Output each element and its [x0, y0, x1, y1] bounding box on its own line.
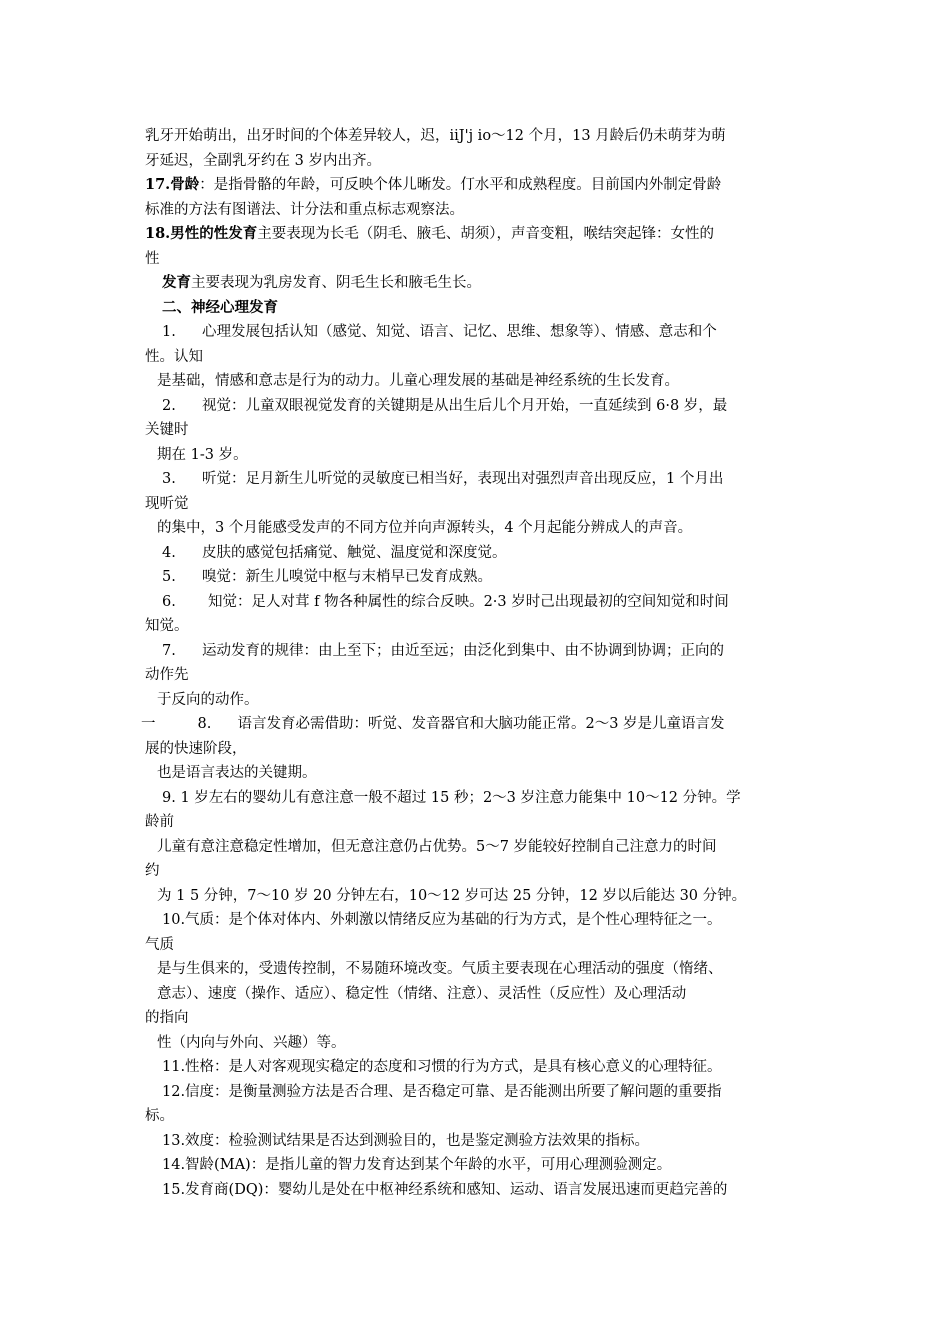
line-text: 性（内向与外向、兴趣）等。: [157, 1034, 346, 1051]
line-text: 知觉。: [145, 618, 189, 634]
list-item: [145, 467, 810, 492]
list-item: [145, 786, 810, 811]
document-body: [141, 124, 810, 1202]
line-text: 是基础，情感和意志是行为的动力。儿童心理发展的基础是神经系统的生长发育。: [157, 373, 679, 389]
term-male-sexual-development: 18.男性的性发育: [145, 225, 258, 242]
text-line: [145, 982, 810, 1007]
list-item: [145, 1129, 810, 1154]
list-item: [141, 712, 810, 737]
list-item: [145, 908, 810, 933]
list-item: [145, 590, 810, 615]
text-line: [145, 271, 810, 296]
line-text: 性: [145, 250, 160, 267]
text-line: [145, 835, 810, 860]
term-development: 发育: [162, 274, 191, 291]
line-text: 心理发展包括认知（感觉、知觉、语言、记忆、思维、想象等）、情感、意志和个: [202, 324, 717, 340]
list-number: 8.: [197, 716, 212, 732]
list-item: [145, 1055, 810, 1080]
text-line: [145, 884, 810, 909]
list-item: [145, 541, 810, 566]
line-text: 13.效度：检验测试结果是否达到测验目的，也是鉴定测验方法效果的指标。: [162, 1132, 650, 1149]
list-number: 2.: [162, 397, 176, 414]
text-line: [145, 492, 810, 517]
line-text: 标准的方法有图谱法、计分法和重点标志观察法。: [145, 201, 464, 218]
line-text: 是与生俱来的，受遗传控制，不易随环境改变。气质主要表现在心理活动的强度（惰绪、: [157, 961, 723, 977]
text-line: [145, 222, 810, 247]
line-text: 儿童有意注意稳定性增加，但无意注意仍占优势。5～7 岁能较好控制自己注意力的时间: [157, 838, 717, 855]
list-number: 1.: [162, 324, 176, 340]
text-line: [145, 957, 810, 982]
section-heading-text: 二、神经心理发育: [162, 298, 278, 316]
list-item: [145, 1153, 810, 1178]
line-text: 期在 1-3 岁。: [157, 446, 248, 463]
line-text: 牙延迟，全副乳牙约在 3 岁内出齐。: [145, 152, 381, 169]
text-line: [145, 418, 810, 443]
line-text: 语言发育必需借助：听觉、发音器官和大脑功能正常。2～3 岁是儿童语言发: [237, 716, 725, 732]
line-text: 11.性格：是人对客观现实稳定的态度和习惯的行为方式，是具有核心意义的心理特征。: [162, 1059, 722, 1075]
line-text: 现听觉: [145, 495, 189, 512]
list-item: [145, 394, 810, 419]
line-text: 龄前: [145, 814, 174, 830]
term-bone-age: 17.骨龄: [145, 176, 200, 193]
list-number: 7.: [162, 642, 176, 659]
list-number: 5.: [162, 569, 176, 585]
text-line: [145, 198, 810, 223]
text-line: [145, 663, 810, 688]
line-text: 10.气质：是个体对体内、外刺激以情绪反应为基础的行为方式，是个性心理特征之一。: [162, 912, 722, 928]
text-line: [145, 859, 810, 884]
line-text: 皮肤的感觉包括痛觉、触觉、温度觉和深度觉。: [202, 544, 507, 561]
line-text: 运动发育的规律：由上至下；由近至远；由泛化到集中、由不协调到协调；正向的: [202, 642, 724, 659]
text-line: [145, 516, 810, 541]
line-text: 约: [145, 863, 160, 879]
line-text: 主要表现为长毛（阴毛、腋毛、胡须），声音变粗，喉结突起锋：女性的: [257, 226, 714, 242]
list-number: 4.: [162, 544, 176, 561]
text-line: [145, 443, 810, 468]
list-item: [145, 1080, 810, 1105]
text-line: [145, 149, 810, 174]
line-text: 的指向: [145, 1010, 189, 1026]
text-line: [145, 737, 810, 762]
line-text: 视觉：儿童双眼视觉发育的关键期是从出生后儿个月开始，一直延续到 6·8 岁，最: [202, 397, 728, 414]
line-text: 的集中，3 个月能感受发声的不同方位并向声源转头，4 个月起能分辨成人的声音。: [157, 520, 693, 536]
text-line: [145, 124, 810, 149]
line-text: 动作先: [145, 667, 189, 683]
line-text: 12.信度：是衡量测验方法是否合理、是否稳定可靠、是否能测出所要了解问题的重要指: [162, 1083, 722, 1100]
line-text: 嗅觉：新生儿嗅觉中枢与末梢早已发育成熟。: [202, 569, 492, 585]
line-text: 展的快速阶段，: [145, 740, 247, 757]
list-item: [145, 1178, 810, 1203]
line-text: ：是指骨骼的年龄，可反映个体儿晰发。仃水平和成熟程度。目前国内外制定骨龄: [199, 177, 722, 193]
line-text: 主要表现为乳房发育、阴毛生长和腋毛生长。: [191, 275, 481, 291]
line-text: 乳牙开始萌出，出牙时间的个体差异较人，迟，iiJ'j io～12 个月，13 月龄后仍未萌芽为萌: [145, 128, 726, 144]
line-text: 标。: [145, 1108, 174, 1124]
line-text: 15.发育商(DQ)：婴幼儿是处在中枢神经系统和感知、运动、语言发展迅速而更趋完善的: [162, 1181, 728, 1198]
line-text: 于反向的动作。: [157, 691, 259, 708]
text-line: [145, 345, 810, 370]
section-heading: [145, 296, 810, 321]
list-item: [145, 639, 810, 664]
text-line: [145, 173, 810, 198]
line-text: 关键时: [145, 422, 189, 438]
list-item: [145, 565, 810, 590]
text-line: [145, 1031, 810, 1056]
line-text: 性。认知: [145, 348, 203, 365]
text-line: [145, 688, 810, 713]
text-line: [145, 933, 810, 958]
line-text: 14.智龄(MA)：是指儿童的智力发育达到某个年龄的水平，可用心理测验测定。: [162, 1157, 672, 1173]
line-text: 9. 1 岁左右的婴幼儿有意注意一般不超过 15 秒；2～3 岁注意力能集中 10～12 分钟。学: [162, 789, 741, 806]
text-line: [145, 247, 810, 272]
text-line: [145, 369, 810, 394]
line-text: 意志）、速度（操作、适应）、稳定性（情绪、注意）、灵活性（反应性）及心理活动: [157, 985, 687, 1002]
line-text: 知觉：足人对茸 f 物各种属性的综合反映。2·3 岁时己出现最初的空间知觉和时间: [208, 593, 729, 610]
text-line: [145, 810, 810, 835]
text-line: [145, 761, 810, 786]
list-item: [145, 320, 810, 345]
line-text: 为 1 5 分钟，7～10 岁 20 分钟左右，10～12 岁可达 25 分钟，12 岁以后能达 30 分钟。: [157, 887, 747, 904]
line-text: 听觉：足月新生儿听觉的灵敏度已相当好，表现出对强烈声音出现反应，1 个月出: [202, 471, 724, 487]
text-line: [145, 1104, 810, 1129]
text-line: [145, 1006, 810, 1031]
line-lead-dash: 一: [141, 716, 156, 732]
line-text: 气质: [145, 936, 174, 953]
list-number: 3.: [162, 471, 176, 487]
list-number: 6.: [162, 593, 176, 610]
line-text: 也是语言表达的关键期。: [157, 765, 317, 781]
text-line: [145, 614, 810, 639]
